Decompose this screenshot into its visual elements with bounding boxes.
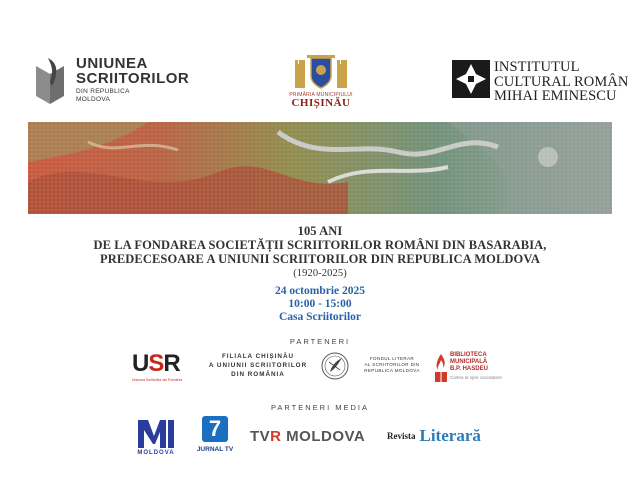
title-line1: 105 ANI [297, 224, 343, 238]
filiala-chisinau-text [208, 352, 308, 379]
bib-slogan: Cartea ta spre cunoaștere [450, 375, 503, 380]
bib-line3: B.P. HASDEU [450, 366, 488, 372]
jurnal-tv-logo [192, 416, 238, 464]
literara-word: Literară [419, 426, 481, 445]
quill-book-icon [30, 56, 70, 106]
usr-letter-u: U [132, 350, 149, 377]
tvr-part-tv: TV [250, 428, 271, 445]
fond-line2: AL SCRIITORILOR DIN [364, 362, 420, 367]
title-line3: PREDECESOARE A UNIUNII SCRIITORILOR DIN REPUBLICA MOLDOVA [99, 252, 541, 266]
icr-name-line3: MIHAI EMINESCU [494, 88, 617, 104]
mosaic-banner-image [28, 122, 612, 214]
usm-name-line2: SCRIITORILOR [76, 70, 190, 87]
icr-cross-icon [452, 60, 490, 98]
fond-line1: FONDUL LITERAR [369, 356, 415, 361]
media-partners-label: PARTENERI MEDIA [270, 403, 370, 412]
usr-caption: Uniunea Scriitorilor din România [132, 378, 183, 382]
bib-line1: BIBLIOTECA [450, 352, 487, 358]
event-date: 24 octombrie 2025 [274, 285, 366, 297]
book-flame-icon [434, 352, 448, 384]
fond-line3: REPUBLICA MOLDOVA [364, 368, 420, 373]
event-place: Casa Scriitorilor [278, 311, 362, 323]
tvr-moldova-logo [250, 428, 374, 448]
fondul-literar-logo [320, 350, 430, 386]
title-years: (1920-2025) [293, 268, 347, 279]
icr-logo [452, 58, 632, 108]
filiala-line1: FILIALA CHIȘINĂU [221, 353, 295, 360]
chisinau-subtitle: PRIMĂRIA MUNICIPIULUI [289, 92, 353, 98]
tvr-part-moldova: MOLDOVA [281, 428, 366, 445]
revista-word: Revista [387, 431, 416, 441]
usm-name-line4: MOLDOVA [76, 96, 111, 103]
partners-label: PARTENERI [289, 337, 351, 346]
moldova1-text: MOLDOVA [137, 450, 175, 456]
jurnal-tv-number: 7 [202, 416, 228, 442]
chisinau-logo [276, 54, 366, 110]
tvr-part-r: R [270, 428, 282, 445]
filiala-line3: DIN ROMÂNIA [231, 371, 285, 378]
title-line2: DE LA FONDAREA SOCIETĂȚII SCRIITORILOR ROMÂNI DIN BASARABIA, [93, 238, 547, 252]
jurnal-tv-text: JURNAL TV [196, 446, 234, 453]
icr-name-line2: CULTURAL ROMÂN [494, 73, 629, 90]
usr-letter-s: S [148, 350, 164, 377]
bib-line2: MUNICIPALĂ [450, 359, 488, 365]
usr-letter-r: R [163, 350, 180, 377]
event-time: 10:00 - 15:00 [288, 298, 352, 310]
revista-literara-logo [387, 426, 507, 448]
moldova1-logo [134, 416, 178, 464]
fondul-literar-emblem-icon [320, 350, 350, 382]
usr-logo [132, 352, 204, 392]
chisinau-crest-icon [293, 54, 349, 90]
usm-name-line3: DIN REPUBLICA [76, 88, 130, 95]
chisinau-name: CHIȘINĂU [291, 97, 351, 109]
usm-name-line1: UNIUNEA [76, 55, 148, 72]
filiala-line2: A UNIUNII SCRIITORILOR [208, 362, 308, 369]
biblioteca-hasdeu-logo [434, 350, 514, 390]
icr-name-line1: INSTITUTUL [494, 59, 580, 75]
moldova1-m-icon [136, 416, 176, 450]
uniunea-scriitorilor-logo [30, 52, 190, 112]
